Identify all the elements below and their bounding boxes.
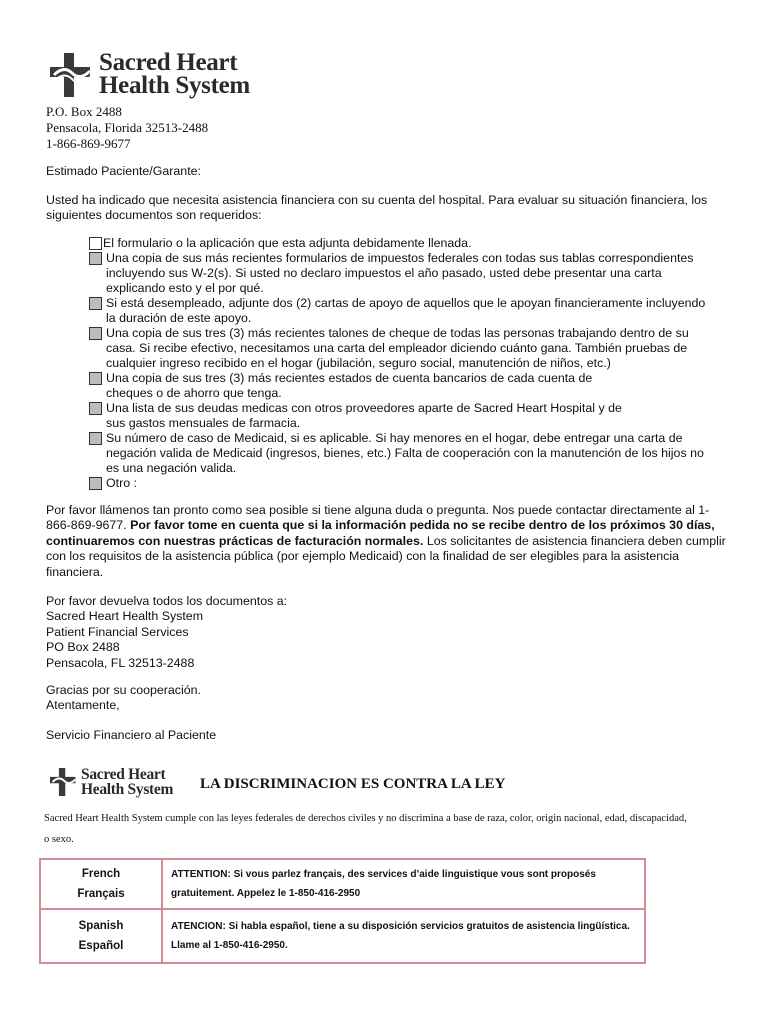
checklist-item xyxy=(89,431,729,476)
deadline-warning: Por favor tome en cuenta que si la información pedida no se recibe dentro de los próximos 30 días, continuaremos con nuestras prácticas de facturación normales. xyxy=(46,518,715,548)
checklist-item xyxy=(89,326,729,371)
return-address-line: PO Box 2488 xyxy=(46,640,120,655)
eligibility-text: Los solicitantes de asistencia financiera deben cumplir con los requisitos de la asistencia pública (por ejemplo Medicaid) con la finalidad de ser elegibles para la asistencia financiera. xyxy=(46,533,726,579)
checklist-item xyxy=(89,251,729,296)
return-address-line: Pensacola, FL 32513-2488 xyxy=(46,655,195,670)
return-intro: Por favor devuelva todos los documentos a: xyxy=(46,594,288,608)
language-name: Spanish xyxy=(78,920,124,932)
checklist-item-text: Su número de caso de Medicaid, si es aplicable. Si hay menores en el hogar, debe entregar una carta de negación valida de Medicaid (ingresos, bienes, etc.) Falta de cooperación con la manutención de los hijos no es una negación valida. xyxy=(106,431,704,475)
checklist-item-text: El formulario o la aplicación que esta adjunta debidamente llenada. xyxy=(103,236,472,250)
checklist-item-text: Una lista de sus deudas medicas con otros proveedores aparte de Sacred Heart Hospital y de sus gastos mensuales de farmacia. xyxy=(106,401,622,430)
cross-logo-icon xyxy=(50,768,78,796)
checklist-item-text: Otro : xyxy=(106,476,137,490)
checkbox[interactable] xyxy=(89,237,102,250)
notice-statement: Sacred Heart Health System cumple con las leyes federales de derechos civiles y no discrimina a base de raza, color, origin nacional, edad, discapacidad, o sexo. xyxy=(44,813,687,845)
cross-logo-icon xyxy=(50,53,94,97)
footer-logo-line1: Sacred Heart xyxy=(81,766,166,783)
checkbox[interactable] xyxy=(89,327,102,340)
checklist-item xyxy=(89,236,729,251)
logo-name-line2: Health System xyxy=(99,72,250,99)
checklist-item-text: Una copia de sus más recientes formularios de impuestos federales con todas sus tablas correspondientes incluyendo sus W-2(s). Si usted no declaro impuestos el año pasado, usted debe presentar una carta explicando esto y el por qué. xyxy=(106,251,694,295)
checkbox[interactable] xyxy=(89,402,102,415)
closing-line: Gracias por su cooperación. xyxy=(46,683,201,697)
closing xyxy=(46,683,201,714)
assistance-text-cell xyxy=(162,859,645,909)
signature: Servicio Financiero al Paciente xyxy=(46,728,217,742)
footer-logo-line2: Health System xyxy=(81,781,174,798)
assistance-text-line: gratuitement. Appelez le 1-850-416-2950 xyxy=(171,888,361,899)
closing-line: Atentamente, xyxy=(46,698,120,713)
checklist-item xyxy=(89,296,729,326)
checklist-item xyxy=(89,371,729,401)
language-assistance-table xyxy=(39,858,646,964)
address-line: P.O. Box 2488 xyxy=(46,104,122,119)
contact-text: Por favor llámenos tan pronto como sea posible si tiene alguna duda o pregunta. Nos puede contactar directamente al 1-866-869-9677. xyxy=(46,503,710,533)
assistance-text-line: ATTENTION: Si vous parlez français, des services d’aide linguistique vous sont proposés xyxy=(171,869,596,880)
language-cell xyxy=(40,859,162,909)
checklist-item xyxy=(89,401,729,431)
notice-title: LA DISCRIMINACION ES CONTRA LA LEY xyxy=(200,776,506,792)
logo xyxy=(50,49,250,99)
checklist-item xyxy=(89,476,729,491)
logo-name-line1: Sacred Heart xyxy=(99,49,238,76)
checkbox[interactable] xyxy=(89,432,102,445)
document-checklist xyxy=(89,236,729,491)
checklist-item-text: Una copia de sus tres (3) más recientes estados de cuenta bancarios de cada cuenta de cheques o de ahorro que tenga. xyxy=(106,371,593,400)
address-line: Pensacola, Florida 32513-2488 xyxy=(46,120,209,135)
checkbox[interactable] xyxy=(89,372,102,385)
language-cell xyxy=(40,909,162,963)
table-row xyxy=(40,909,645,963)
contact-paragraph xyxy=(46,503,728,580)
assistance-text-cell xyxy=(162,909,645,963)
checkbox[interactable] xyxy=(89,477,102,490)
intro-paragraph: Usted ha indicado que necesita asistencia financiera con su cuenta del hospital. Para evaluar su situación financiera, los siguientes documentos son requeridos: xyxy=(46,193,708,223)
checklist-item-text: Si está desempleado, adjunte dos (2) cartas de apoyo de aquellos que le apoyan financieramente incluyendo la duración de este apoyo. xyxy=(106,296,706,325)
language-native-name: Français xyxy=(77,888,125,900)
return-instructions xyxy=(46,594,287,671)
return-address-line: Sacred Heart Health System xyxy=(46,609,204,624)
greeting: Estimado Paciente/Garante: xyxy=(46,164,201,178)
checkbox[interactable] xyxy=(89,252,102,265)
address-line: 1-866-869-9677 xyxy=(46,136,131,151)
footer-logo xyxy=(50,767,173,797)
return-address-block xyxy=(46,104,208,152)
return-address-line: Patient Financial Services xyxy=(46,624,189,639)
checklist-item-text: Una copia de sus tres (3) más recientes talones de cheque de todas las personas trabajando dentro de su casa. Si recibe efectivo, necesitamos una carta del empleador diciendo cuánto gana. También pruebas de cualquier ingreso recibido en el hogar (jubilación, seguro social, manutención de niños, etc.) xyxy=(106,326,689,370)
assistance-text-line: Llame al 1-850-416-2950. xyxy=(171,940,288,951)
assistance-text-line: ATENCION: Si habla español, tiene a su disposición servicios gratuitos de asistencia lingüística. xyxy=(171,921,630,932)
checkbox[interactable] xyxy=(89,297,102,310)
language-native-name: Español xyxy=(78,940,124,952)
language-name: French xyxy=(81,868,121,880)
table-row xyxy=(40,859,645,909)
